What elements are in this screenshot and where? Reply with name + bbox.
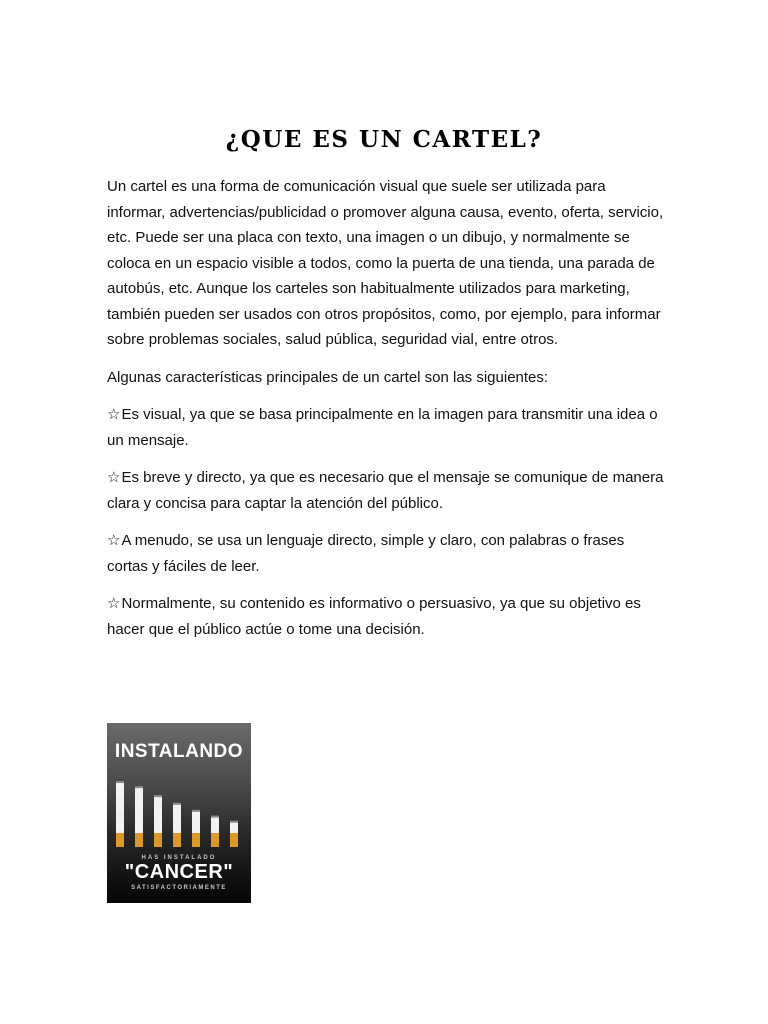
poster-main-text: "CANCER" xyxy=(124,861,234,883)
cigarette-7 xyxy=(230,821,238,847)
cigarette-5 xyxy=(192,810,200,847)
star-icon: ☆ xyxy=(107,406,121,423)
poster-heading: INSTALANDO xyxy=(114,741,244,762)
poster-subtext: HAS INSTALADO xyxy=(141,855,217,861)
document-title: ¿QUE ES UN CARTEL? xyxy=(225,126,543,153)
star-icon: ☆ xyxy=(107,595,121,612)
bullet-text: Es visual, ya que se basa principalmente en la imagen para transmitir una idea o un mensaje. xyxy=(107,406,658,449)
intro-paragraph: Un cartel es una forma de comunicación visual que suele ser utilizada para informar, advertencias/publicidad o promover alguna causa, evento, oferta, servicio, etc. Puede ser una placa con texto, una imagen o un dibujo, y normalmente se coloca en un espacio visible a todos, como la puerta de una tienda, una parada de autobús, etc. Aunque los carteles son habitualmente utilizados para marketing, también pueden ser usados con otros propósitos, como, por ejemplo, para informar sobre problemas sociales, salud pública, seguridad vial, entre otros. xyxy=(107,178,664,348)
bullet-item xyxy=(107,528,667,579)
bullet-text: A menudo, se usa un lenguaje directo, simple y claro, con palabras o frases cortas y fáciles de leer. xyxy=(107,532,625,575)
cigarette-3 xyxy=(154,795,162,847)
bullet-item xyxy=(107,465,667,516)
bullet-item xyxy=(107,402,667,453)
cigarette-2 xyxy=(135,786,143,847)
bullet-text: Es breve y directo, ya que es necesario que el mensaje se comunique de manera clara y concisa para captar la atención del público. xyxy=(107,469,664,512)
star-icon: ☆ xyxy=(107,532,121,549)
characteristics-intro: Algunas características principales de un cartel son las siguientes: xyxy=(107,368,549,386)
document-body xyxy=(107,174,667,654)
cigarette-4 xyxy=(173,803,181,847)
poster-footer-text: SATISFACTORIAMENTE xyxy=(131,885,227,891)
star-icon: ☆ xyxy=(107,469,121,486)
bullet-item xyxy=(107,591,667,642)
cigarette-1 xyxy=(116,781,124,847)
bullet-text: Normalmente, su contenido es informativo o persuasivo, ya que su objetivo es hacer que el público actúe o tome una decisión. xyxy=(107,595,641,638)
poster-image xyxy=(107,723,251,903)
cigarette-6 xyxy=(211,816,219,847)
